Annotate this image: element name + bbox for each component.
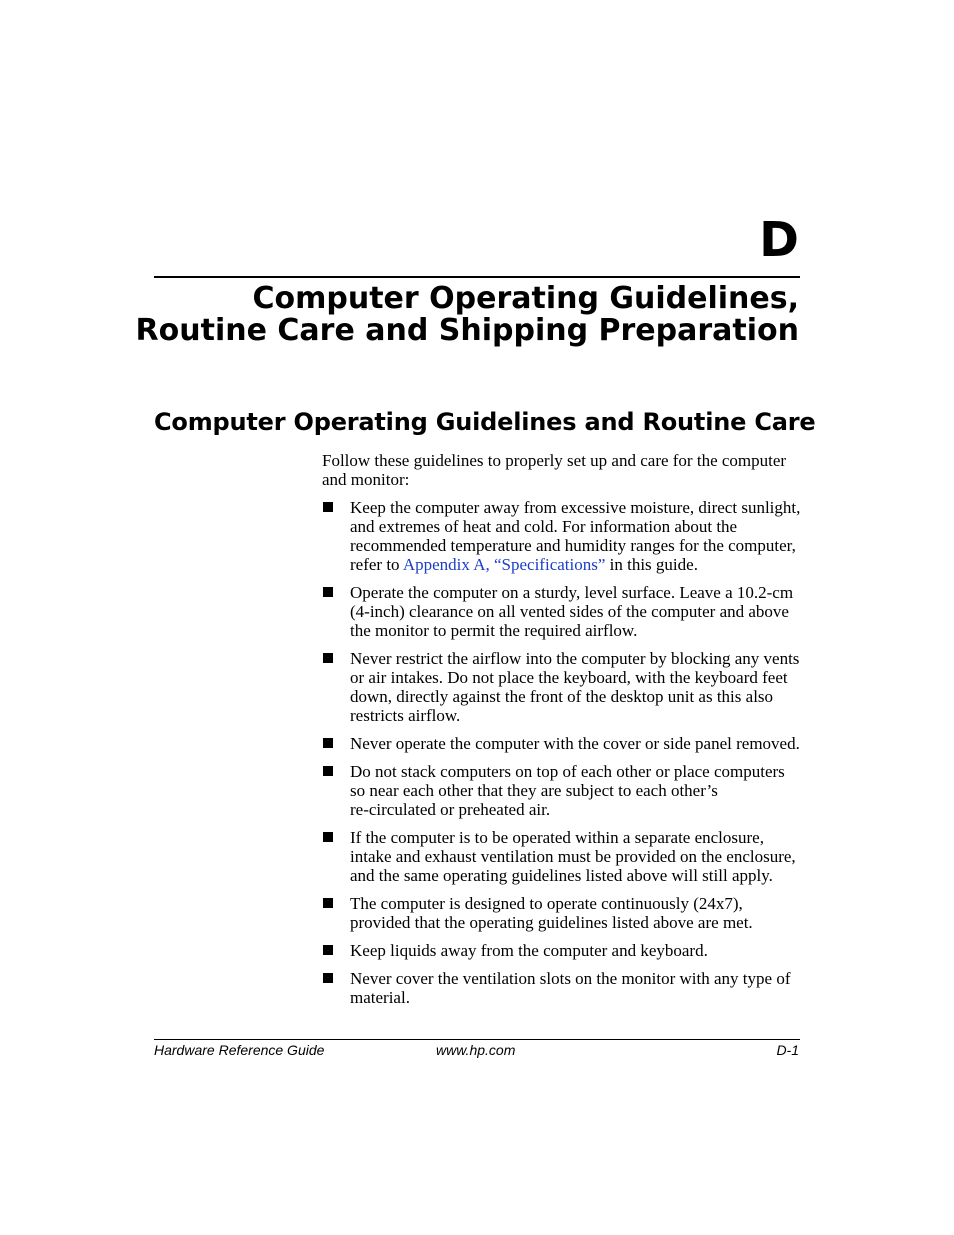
square-bullet-icon	[323, 766, 333, 776]
list-item: The computer is designed to operate continuously (24x7), provided that the operating guidelines listed above are met.	[322, 894, 802, 932]
chapter-divider	[154, 276, 800, 278]
chapter-title-line-1: Computer Operating Guidelines,	[252, 281, 799, 316]
square-bullet-icon	[323, 832, 333, 842]
section-body	[322, 451, 802, 1016]
chapter-title	[99, 283, 799, 347]
square-bullet-icon	[323, 898, 333, 908]
list-item: Keep the computer away from excessive moisture, direct sunlight, and extremes of heat and cold. For information about the recommended temperature and humidity ranges for the computer, refer to Appendix A, “Specifications” in this guide.	[322, 498, 802, 574]
list-item: Operate the computer on a sturdy, level surface. Leave a 10.2-cm (4-inch) clearance on all vented sides of the computer and above the monitor to permit the required airflow.	[322, 583, 802, 640]
specifications-appendix-link[interactable]: Appendix A, “Specifications”	[402, 555, 606, 574]
list-item: If the computer is to be operated within a separate enclosure, intake and exhaust ventilation must be provided on the enclosure, and the same operating guidelines listed above will still apply.	[322, 828, 802, 885]
footer-divider	[154, 1039, 800, 1040]
list-item: Never restrict the airflow into the computer by blocking any vents or air intakes. Do not place the keyboard, with the keyboard feet down, directly against the front of the desktop unit as this also restricts airflow.	[322, 649, 802, 725]
intro-paragraph: Follow these guidelines to properly set up and care for the computer and monitor:	[322, 451, 787, 489]
list-item: Do not stack computers on top of each other or place computers so near each other that they are subject to each other’s re-circulated or preheated air.	[322, 762, 802, 819]
square-bullet-icon	[323, 502, 333, 512]
square-bullet-icon	[323, 945, 333, 955]
square-bullet-icon	[323, 738, 333, 748]
guidelines-list	[322, 498, 802, 1007]
list-item: Never operate the computer with the cover or side panel removed.	[322, 734, 802, 753]
footer-website: www.hp.com	[436, 1042, 516, 1058]
list-item: Never cover the ventilation slots on the monitor with any type of material.	[322, 969, 802, 1007]
list-item: Keep liquids away from the computer and keyboard.	[322, 941, 802, 960]
square-bullet-icon	[323, 653, 333, 663]
square-bullet-icon	[323, 973, 333, 983]
section-title: Computer Operating Guidelines and Routine Care	[154, 408, 816, 436]
footer-page-number: D-1	[776, 1042, 799, 1058]
chapter-letter: D	[759, 212, 799, 268]
footer-guide-title: Hardware Reference Guide	[154, 1042, 325, 1058]
chapter-title-line-2: Routine Care and Shipping Preparation	[135, 313, 799, 348]
square-bullet-icon	[323, 587, 333, 597]
